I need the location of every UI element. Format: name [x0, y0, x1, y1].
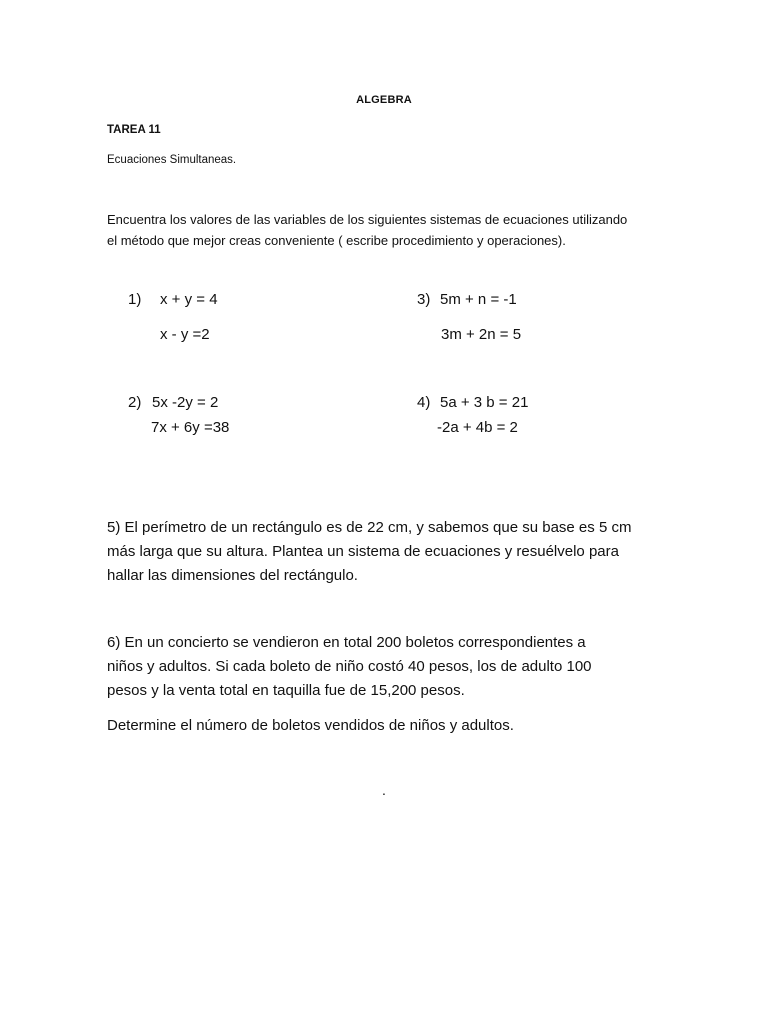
assignment-subtitle: Ecuaciones Simultaneas.: [107, 154, 237, 166]
problem-5-line-1: 5) El perímetro de un rectángulo es de 22 cm, y sabemos que su base es 5 cm: [107, 519, 632, 536]
exercise-3-number: 3): [417, 291, 431, 308]
problem-6-question: Determine el número de boletos vendidos de niños y adultos.: [107, 717, 514, 734]
exercise-1-equation-2: x - y =2: [160, 326, 210, 343]
exercise-2-number: 2): [128, 394, 142, 411]
exercise-4-equation-1: 5a + 3 b = 21: [440, 394, 529, 411]
instructions-line-1: Encuentra los valores de las variables de los siguientes sistemas de ecuaciones utilizando: [107, 212, 628, 227]
instructions-line-2: el método que mejor creas conveniente ( escribe procedimiento y operaciones).: [107, 233, 566, 248]
exercise-1-equation-1: x + y = 4: [160, 291, 218, 308]
problem-6-line-3: pesos y la venta total en taquilla fue de 15,200 pesos.: [107, 682, 465, 699]
problem-5: [107, 516, 667, 588]
document-title: ALGEBRA: [356, 94, 412, 106]
footer-dot: .: [382, 782, 386, 798]
exercise-2-equation-2: 7x + 6y =38: [151, 419, 230, 436]
instructions: [107, 209, 667, 251]
exercise-3-equation-1: 5m + n = -1: [440, 291, 517, 308]
exercise-1-number: 1): [128, 291, 142, 308]
problem-5-line-2: más larga que su altura. Plantea un sistema de ecuaciones y resuélvelo para: [107, 543, 619, 560]
exercise-3-equation-2: 3m + 2n = 5: [441, 326, 522, 343]
problem-6-line-1: 6) En un concierto se vendieron en total 200 boletos correspondientes a: [107, 634, 586, 651]
assignment-number: TAREA 11: [107, 124, 161, 136]
problem-5-line-3: hallar las dimensiones del rectángulo.: [107, 567, 358, 584]
exercise-2-equation-1: 5x -2y = 2: [152, 394, 219, 411]
problem-6-line-2: niños y adultos. Si cada boleto de niño costó 40 pesos, los de adulto 100: [107, 658, 592, 675]
exercise-4-number: 4): [417, 394, 431, 411]
problem-6: [107, 631, 667, 703]
exercise-4-equation-2: -2a + 4b = 2: [437, 419, 518, 436]
